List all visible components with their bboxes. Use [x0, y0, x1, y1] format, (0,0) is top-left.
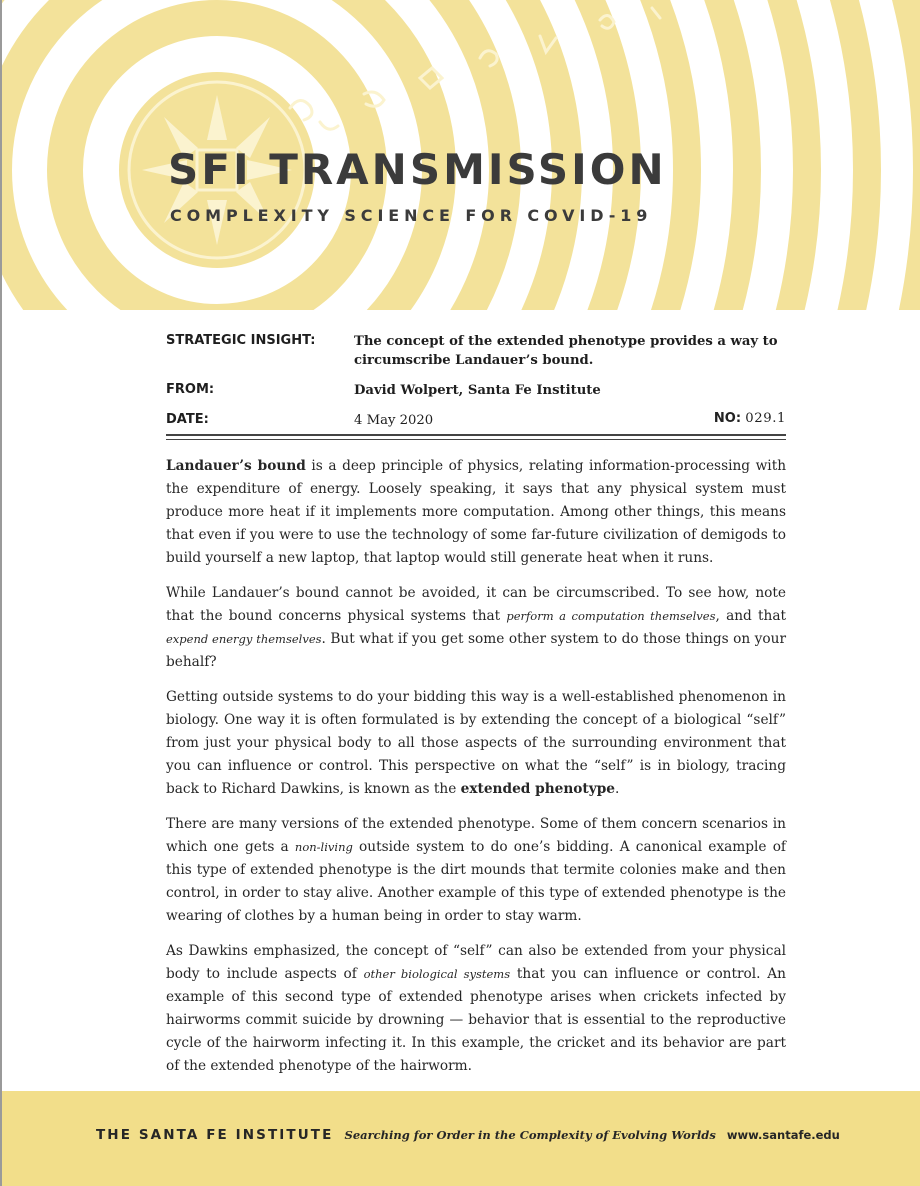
from-value: David Wolpert, Santa Fe Institute	[354, 383, 601, 398]
header-banner	[2, 0, 920, 310]
paragraph-2-text-a: While Landauer’s bound cannot be avoided, it can be circumscribed. To see how, note that the bound concerns physical systems that	[166, 585, 786, 624]
footer-org-name: THE SANTA FE INSTITUTE	[96, 1127, 334, 1143]
footer-line	[96, 1124, 840, 1143]
divider-rule-thin	[166, 439, 786, 440]
emphasis-other-biological-systems: other biological systems	[363, 967, 511, 981]
paragraph-2-text-b: , and that	[715, 608, 786, 624]
paragraph-3	[166, 686, 786, 801]
footer-tagline: Searching for Order in the Complexity of Evolving Worlds	[344, 1128, 716, 1142]
paragraph-1-text: is a deep principle of physics, relating information-processing with the expenditure of energy. Loosely speaking, it says that any physical system must produce more heat if it implements more computation. Among other things, this means that even if you were to use the technology of some far-future civilization of demigods to build yourself a new laptop, that laptop would still generate heat when it runs.	[166, 458, 787, 566]
paragraph-2-text-c: . But what if you get some other system to do those things on your behalf?	[166, 631, 786, 670]
strategic-insight-value: The concept of the extended phenotype provides a way to circumscribe Landauer’s bound.	[354, 334, 778, 368]
paragraph-3-text-b: .	[615, 781, 620, 797]
paragraph-1	[166, 455, 786, 570]
strategic-insight-label: STRATEGIC INSIGHT:	[166, 333, 316, 348]
paragraph-5-text-b: that you can influence or control. An example of this second type of extended phenotype arises when crickets infected by hairworms commit suicide by drowning — behavior that is essential to the reproductive cycle of the hairworm infecting it. In this example, the cricket and its behavior are part of the extended phenotype of the hairworm.	[166, 966, 786, 1074]
divider-rule	[166, 434, 786, 436]
footer-band	[2, 1091, 920, 1186]
paragraph-2	[166, 582, 786, 674]
emphasis-perform-computation: perform a computation themselves	[506, 609, 716, 623]
paragraph-4	[166, 813, 786, 928]
memo-number	[714, 411, 786, 426]
page-subtitle: COMPLEXITY SCIENCE FOR COVID-19	[170, 206, 653, 225]
paragraph-5-text-a: As Dawkins emphasized, the concept of “self” can also be extended from your physical body to include aspects of	[166, 943, 786, 982]
date-value: 4 May 2020	[354, 413, 434, 428]
footer-url[interactable]: www.santafe.edu	[726, 1128, 840, 1142]
paragraph-3-text-a: Getting outside systems to do your bidding this way is a well-established phenomenon in biology. One way it is often formulated is by extending the concept of a biological “self” from just your physical body to all those aspects of the surrounding environment that you can influence or control. This perspective on what the “self” is in biology, tracing back to Richard Dawkins, is known as the	[166, 689, 786, 797]
paragraph-4-text-b: outside system to do one’s bidding. A canonical example of this type of extended phenotype is the dirt mounds that termite colonies make and then control, in order to stay alive. Another example of this type of extended phenotype is the wearing of clothes by a human being in order to stay warm.	[166, 839, 786, 924]
term-extended-phenotype: extended phenotype	[460, 781, 615, 797]
paragraph-4-text-a: There are many versions of the extended phenotype. Some of them concern scenarios in which one gets a	[166, 816, 786, 855]
body-text	[166, 455, 786, 1090]
from-label: FROM:	[166, 382, 215, 397]
term-landauers-bound: Landauer’s bound	[166, 458, 306, 474]
page-title: SFI TRANSMISSION	[168, 145, 667, 194]
paragraph-5	[166, 940, 786, 1078]
no-label: NO:	[713, 411, 742, 426]
no-value: 029.1	[745, 411, 786, 426]
date-label: DATE:	[166, 412, 209, 427]
emphasis-non-living: non-living	[294, 840, 353, 854]
emphasis-expend-energy: expend energy themselves	[166, 632, 322, 646]
